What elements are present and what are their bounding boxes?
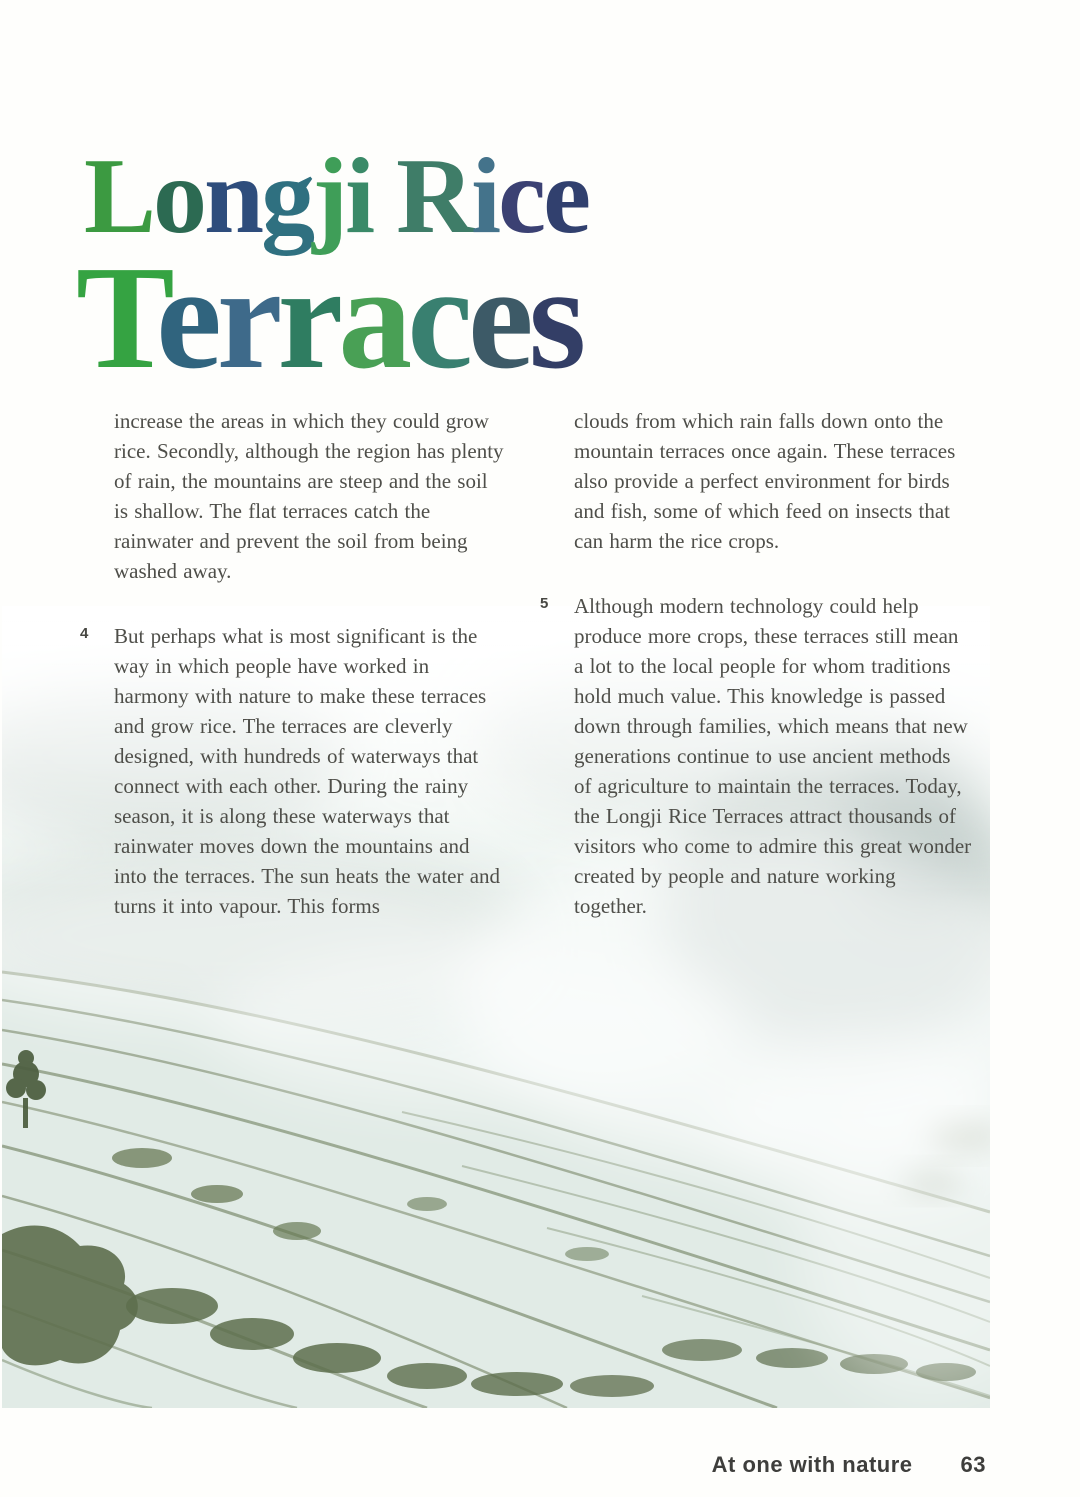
title-line-1: Longji Rice [84, 137, 588, 256]
page-footer [712, 1452, 986, 1478]
paragraph-number-5: 5 [540, 595, 549, 612]
section-title: At one with nature [711, 1452, 913, 1477]
paragraph-continuation-right: clouds from which rain falls down onto the mountain terraces once again. These terraces also provide a perfect environment for birds and fish, some of which feed on insects that can harm the rice crops. [574, 409, 956, 553]
paragraph-5-text: Although modern technology could help produce more crops, these terraces still mean a lot to the local people for whom traditions hold much value. This knowledge is passed down through families, which means that new generations continue to use ancient methods of agriculture to maintain the terraces. Today, the Longji Rice Terraces attract thousands of visitors who come to admire this great wonder created by people and nature working together. [574, 594, 972, 918]
paragraph-4-text: But perhaps what is most significant is the way in which people have worked in harmony with nature to make these terraces and grow rice. The terraces are cleverly designed, with hundreds of waterways that connect with each other. During the rainy season, it is along these waterways that rainwater moves down the mountains and into the terraces. The sun heats the water and turns it into vapour. This forms [114, 624, 501, 918]
right-column [540, 406, 972, 921]
page-number: 63 [960, 1452, 986, 1477]
paragraph-5 [540, 591, 972, 921]
paragraph-number-4: 4 [80, 625, 89, 642]
paragraph-4 [80, 621, 506, 921]
title-line-2: Terraces [76, 236, 582, 400]
paragraph-continuation-left: increase the areas in which they could grow rice. Secondly, although the region has plenty of rain, the mountains are steep and the soil is shallow. The flat terraces catch the rainwater and prevent the soil from being washed away. [114, 409, 504, 583]
left-column [80, 406, 506, 921]
